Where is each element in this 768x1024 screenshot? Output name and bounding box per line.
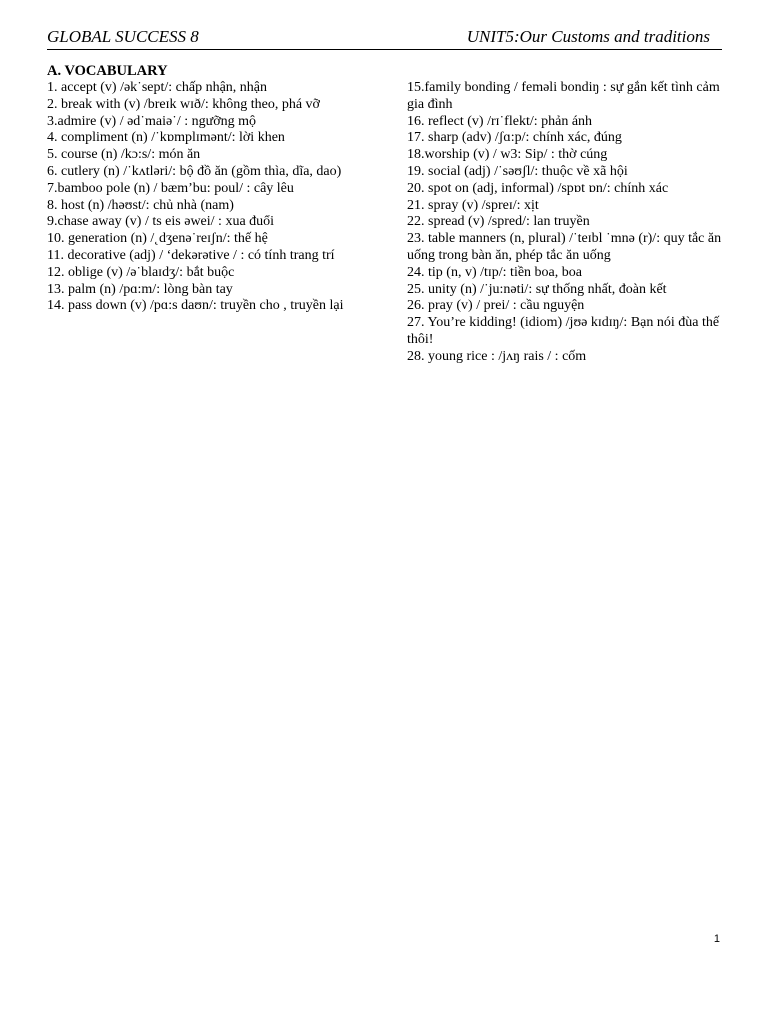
vocab-entry: 11. decorative (adj) / ‘dekərətive / : có tính trang trí bbox=[47, 247, 335, 263]
vocabulary-column-left bbox=[47, 80, 365, 315]
vocab-entry: 15.family bonding / feməli bondiŋ : sự gắn kết tình cảm gia đình bbox=[407, 80, 720, 112]
vocab-entry: 18.worship (v) / w3: Sip/ : thờ cúng bbox=[407, 147, 608, 163]
vocab-entry: 16. reflect (v) /rɪ˙flekt/: phản ánh bbox=[407, 113, 593, 129]
vocab-entry: 20. spot on (adj, informal) /spɒt ɒn/: chính xác bbox=[407, 180, 669, 196]
vocab-entry: 22. spread (v) /spred/: lan truyền bbox=[407, 214, 590, 230]
vocab-entry: 7.bamboo pole (n) / bæm’bu: poul/ : cây lêu bbox=[47, 180, 294, 196]
vocab-entry: 13. palm (n) /pɑ:m/: lòng bàn tay bbox=[47, 281, 233, 297]
vocab-entry: 5. course (n) /kɔ:s/: món ăn bbox=[47, 147, 201, 163]
section-title: A. VOCABULARY bbox=[47, 63, 168, 79]
vocab-entry: 19. social (adj) /˙səʊʃl/: thuộc về xã hội bbox=[407, 163, 628, 179]
vocab-entry: 21. spray (v) /spreɪ/: xịt bbox=[407, 197, 539, 213]
vocab-entry: 27. You’re kidding! (idiom) /jʊə kɪdɪŋ/: Bạn nói đùa thế thôi! bbox=[407, 315, 720, 347]
vocab-entry: 23. table manners (n, plural) /˙teɪbl ˙mnə (r)/: quy tắc ăn uống trong bàn ăn, phép tắc ăn uống bbox=[407, 231, 722, 263]
vocabulary-column-right bbox=[407, 80, 733, 366]
vocab-entry: 26. pray (v) / prei/ : cầu nguyện bbox=[407, 298, 585, 314]
vocab-entry: 6. cutlery (n) /˙kʌtləri/: bộ đồ ăn (gồm thìa, dĩa, dao) bbox=[47, 163, 342, 179]
unit-title: UNIT5:Our Customs and traditions bbox=[466, 27, 710, 46]
vocab-entry: 28. young rice : /jʌŋ rais / : cốm bbox=[407, 348, 587, 364]
vocab-entry: 24. tip (n, v) /tɪp/: tiền boa, boa bbox=[407, 264, 582, 280]
page-header bbox=[47, 27, 722, 50]
vocab-entry: 25. unity (n) /˙ju:nəti/: sự thống nhất, đoàn kết bbox=[407, 281, 667, 297]
vocab-entry: 3.admire (v) / əd˙maiə˙/ : ngưỡng mộ bbox=[47, 113, 256, 129]
vocab-entry: 9.chase away (v) / ts eis əwei/ : xua đuổi bbox=[47, 214, 275, 230]
vocab-entry: 1. accept (v) /ək˙sept/: chấp nhận, nhận bbox=[47, 80, 268, 95]
vocab-entry: 2. break with (v) /breɪk wɪð/: không theo, phá vỡ bbox=[47, 96, 320, 112]
book-title: GLOBAL SUCCESS 8 bbox=[47, 27, 199, 46]
vocab-entry: 8. host (n) /həʊst/: chủ nhà (nam) bbox=[47, 197, 234, 213]
page-number: 1 bbox=[713, 933, 720, 945]
vocab-entry: 10. generation (n) /˛dʒenə˙reɪʃn/: thế hệ bbox=[47, 231, 268, 247]
vocab-entry: 4. compliment (n) /˙kɒmplɪmənt/: lời khen bbox=[47, 130, 285, 146]
vocab-entry: 14. pass down (v) /pɑ:s daʊn/: truyền cho , truyền lại bbox=[47, 298, 344, 314]
vocab-entry: 12. oblige (v) /ə˙blaɪdʒ/: bắt buộc bbox=[47, 264, 235, 280]
vocab-entry: 17. sharp (adv) /ʃɑ:p/: chính xác, đúng bbox=[407, 130, 622, 146]
